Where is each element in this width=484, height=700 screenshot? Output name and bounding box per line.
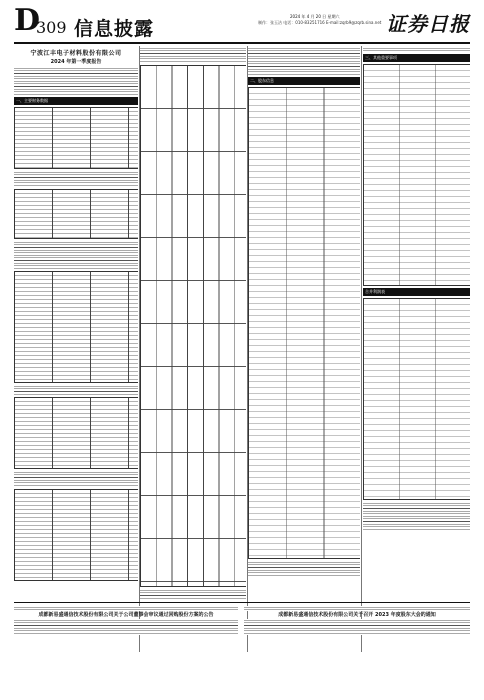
notice-right: [244, 605, 470, 667]
text-block: [14, 385, 138, 395]
income-statement-table: [363, 64, 470, 286]
report-column-3: [248, 46, 360, 652]
notice-title: 成都新易盛通信技术股份有限公司关于公司董事会审议通过回购股份方案的公告: [38, 612, 214, 618]
text-block: [248, 47, 360, 75]
report-column-4: [363, 46, 470, 652]
text-block: [244, 619, 470, 635]
text-block: [14, 471, 138, 487]
report-column-1: [14, 46, 138, 652]
page-number: 309: [36, 18, 67, 37]
financial-table: [14, 189, 138, 239]
text-block: [14, 241, 138, 269]
section-bar: 二、股东信息: [248, 77, 360, 85]
financial-table: [14, 397, 138, 469]
text-block: [363, 47, 470, 52]
section-bar: 三、其他重要事项: [363, 54, 470, 62]
section-title: 信息披露: [74, 18, 155, 40]
report-subtitle: 2024 年第一季度报告: [50, 59, 102, 65]
bottom-notices: [14, 602, 470, 669]
text-block: [244, 606, 470, 611]
shareholder-table: [14, 271, 138, 383]
text-block: [14, 606, 238, 611]
financial-table: [14, 107, 138, 169]
contact-line: 制作：张玉洁 电话：010-83251716 E-mail:zqrb9@zqrb.sina.net: [258, 20, 382, 25]
newspaper-logo: 证券日报: [386, 12, 470, 36]
column-divider: [361, 46, 362, 652]
notice-title: 成都新易盛通信技术股份有限公司关于召开 2023 年度股东大会的通知: [278, 612, 436, 618]
disclosure-table: [140, 65, 246, 587]
text-block: [14, 619, 238, 635]
company-title: 宁波江丰电子材料股份有限公司: [30, 50, 122, 57]
text-block: [363, 502, 470, 530]
section-bar: 合并利润表: [363, 288, 470, 296]
header-rule: [14, 42, 470, 44]
section-bar: 一、主要财务数据: [14, 97, 138, 105]
masthead: [14, 3, 470, 40]
text-block: [140, 47, 246, 63]
text-block: [140, 589, 246, 599]
text-block: [14, 67, 138, 95]
report-column-2: [140, 46, 246, 652]
financial-table: [14, 489, 138, 581]
issue-date: 2024 年 4 月 20 日 星期六: [290, 14, 340, 19]
text-block: [14, 171, 138, 187]
notice-left: [14, 605, 238, 667]
cash-flow-table: [363, 298, 470, 500]
section-letter: D: [14, 3, 41, 38]
text-block: [248, 561, 360, 577]
balance-sheet-table: [248, 87, 360, 559]
